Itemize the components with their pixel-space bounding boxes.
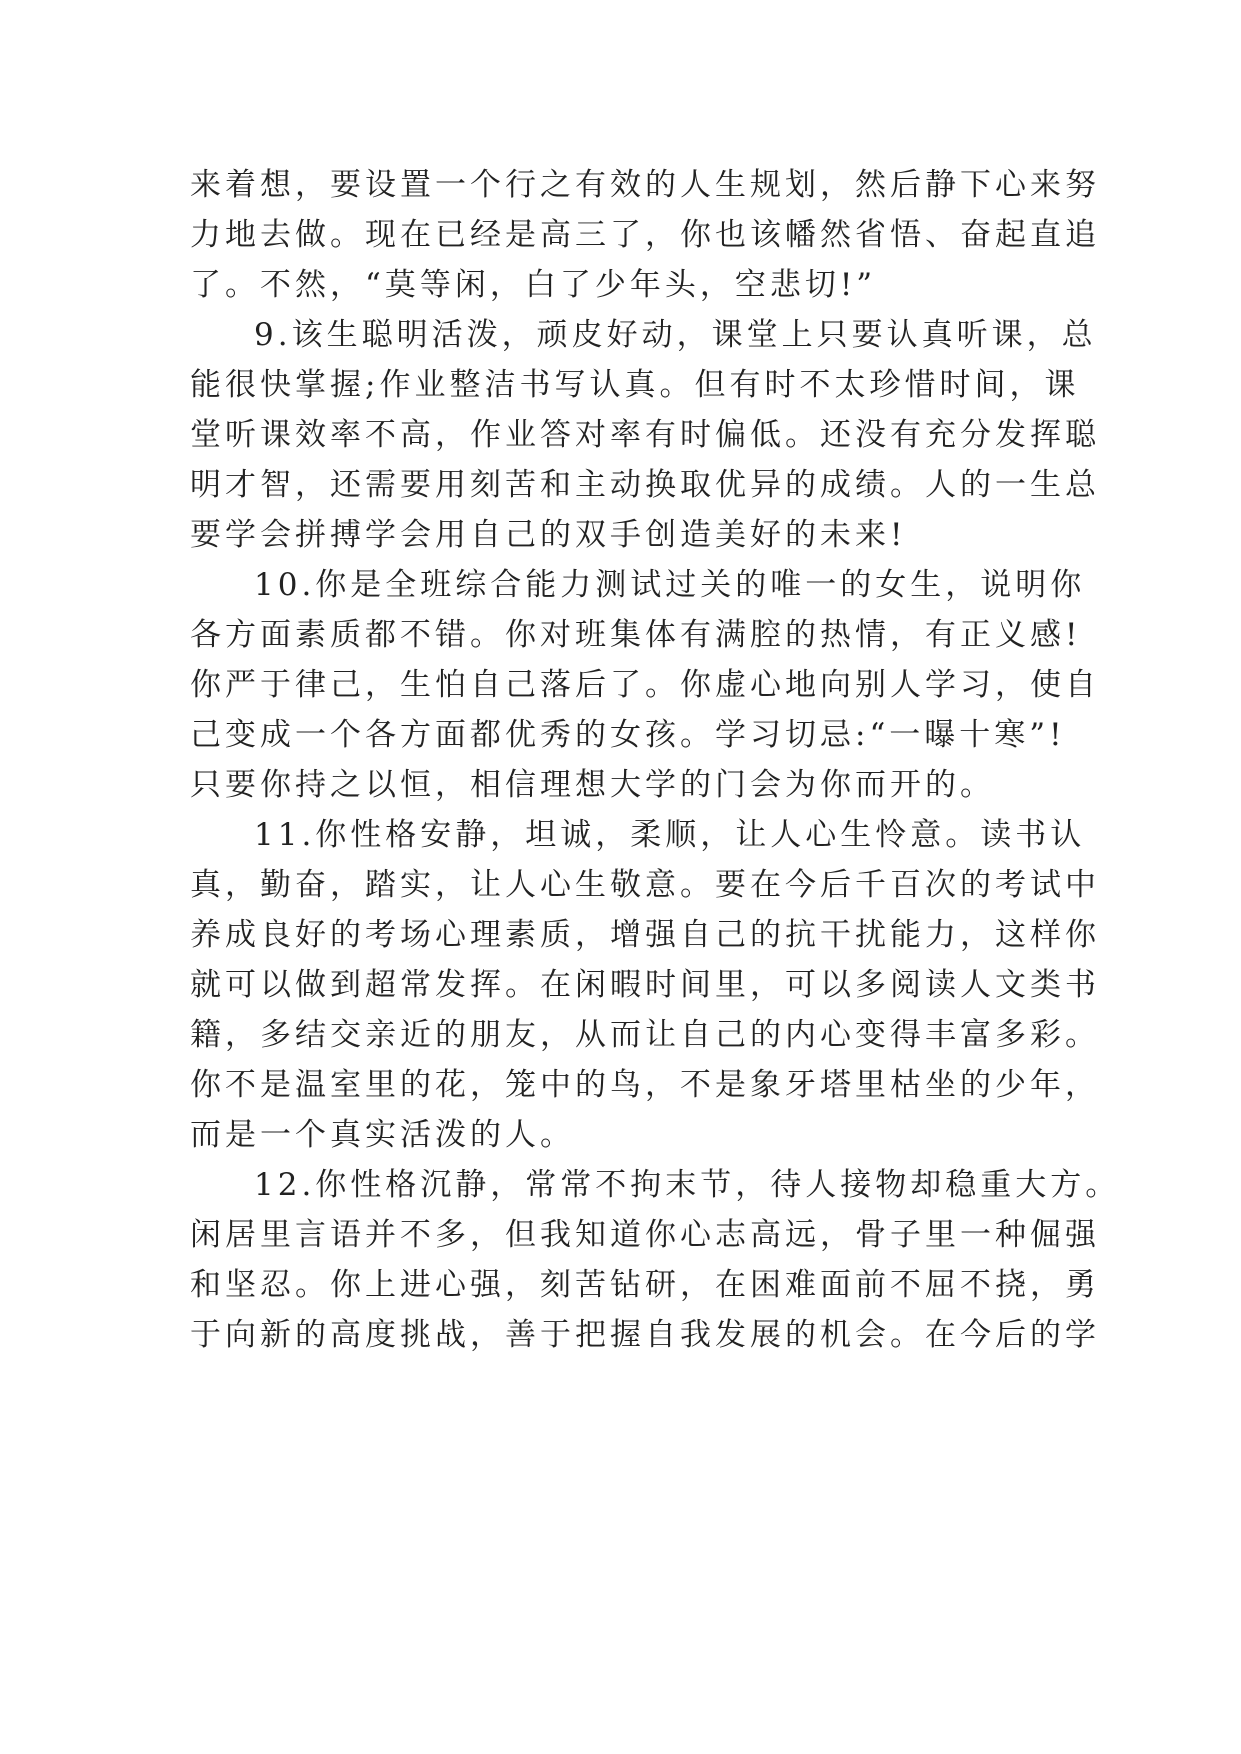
text-line: 而是一个真实活泼的人。 [190,1117,575,1153]
text-line: 堂听课效率不高，作业答对率有时偏低。还没有充分发挥聪 [190,417,1100,453]
text-line: 能很快掌握;作业整洁书写认真。但有时不太珍惜时间，课 [190,367,1080,403]
text-line: 只要你持之以恒，相信理想大学的门会为你而开的。 [190,767,995,803]
text-line: 明才智，还需要用刻苦和主动换取优异的成绩。人的一生总 [190,467,1100,503]
text-line: 闲居里言语并不多，但我知道你心志高远，骨子里一种倔强 [190,1217,1100,1253]
text-line: 于向新的高度挑战，善于把握自我发展的机会。在今后的学 [190,1317,1100,1353]
text-line: 12.你性格沉静，常常不拘末节，待人接物却稳重大方。 [254,1167,1121,1203]
text-line: 来着想，要设置一个行之有效的人生规划，然后静下心来努 [190,167,1100,203]
text-line: 各方面素质都不错。你对班集体有满腔的热情，有正义感! [190,617,1082,653]
text-line: 养成良好的考场心理素质，增强自己的抗干扰能力，这样你 [190,917,1100,953]
text-line: 9.该生聪明活泼，顽皮好动，课堂上只要认真听课，总 [254,317,1097,353]
text-line: 要学会拼搏学会用自己的双手创造美好的未来! [190,517,907,553]
text-line: 就可以做到超常发挥。在闲暇时间里，可以多阅读人文类书 [190,967,1100,1003]
document-body [190,160,1121,1360]
text-line: 己变成一个各方面都优秀的女孩。学习切忌:“一曝十寒”! [190,717,1066,753]
text-line: 你不是温室里的花，笼中的鸟，不是象牙塔里枯坐的少年， [190,1067,1100,1103]
text-line: 11.你性格安静，坦诚，柔顺，让人心生怜意。读书认 [254,817,1086,853]
text-line: 10.你是全班综合能力测试过关的唯一的女生，说明你 [254,567,1086,603]
text-line: 真，勤奋，踏实，让人心生敬意。要在今后千百次的考试中 [190,867,1100,903]
text-line: 你严于律己，生怕自己落后了。你虚心地向别人学习，使自 [190,667,1100,703]
text-line: 了。不然，“莫等闲，白了少年头，空悲切!” [190,267,877,303]
text-line: 和坚忍。你上进心强，刻苦钻研，在困难面前不屈不挠，勇 [190,1267,1100,1303]
text-line: 籍，多结交亲近的朋友，从而让自己的内心变得丰富多彩。 [190,1017,1100,1053]
text-line: 力地去做。现在已经是高三了，你也该幡然省悟、奋起直追 [190,217,1100,253]
